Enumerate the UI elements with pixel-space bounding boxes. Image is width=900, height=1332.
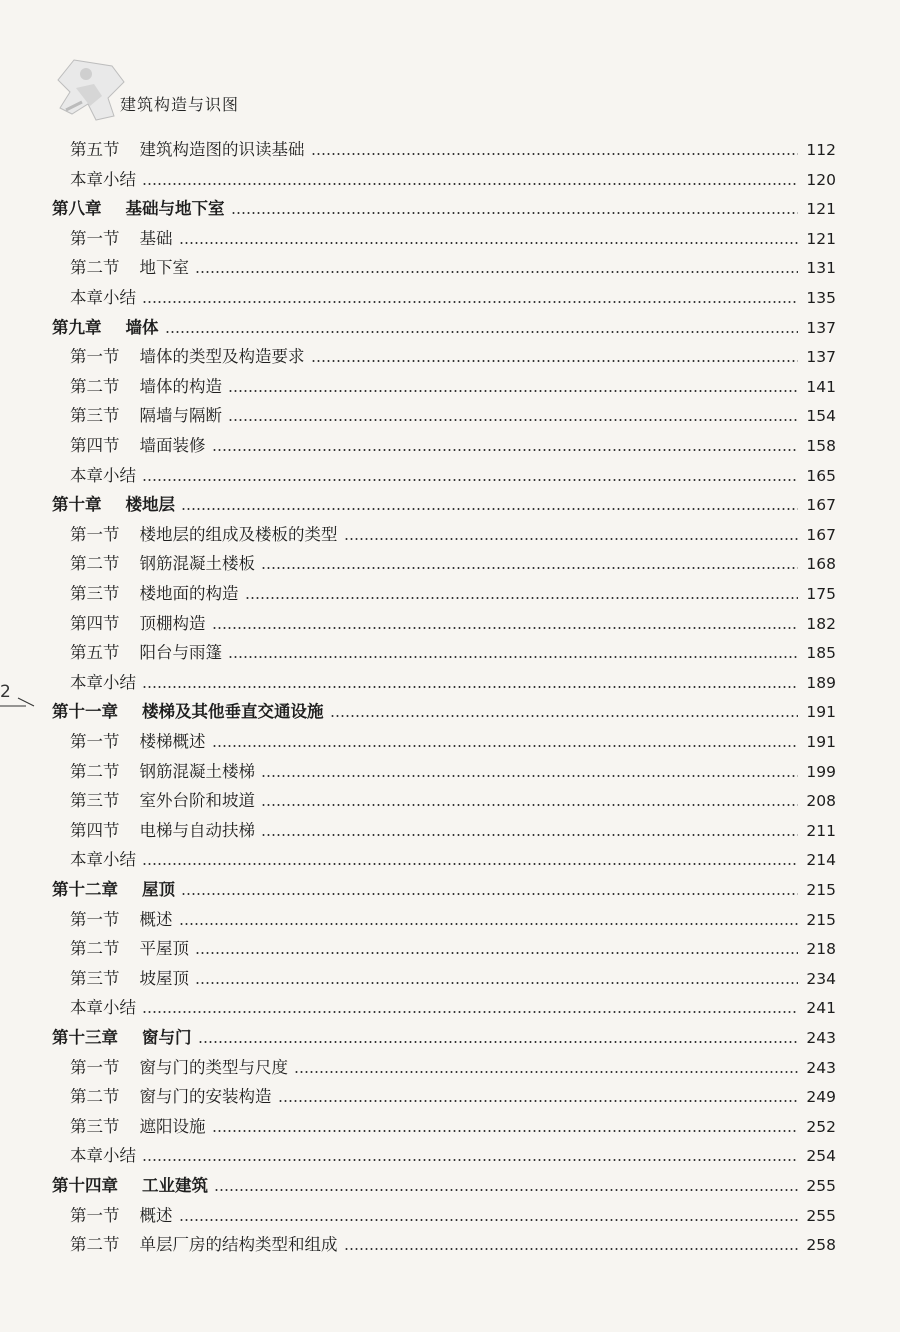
toc-entry-number: 第四节	[70, 613, 120, 633]
toc-entry-chapter[interactable]	[52, 1018, 836, 1048]
toc-entry-number: 第二节	[70, 939, 120, 959]
toc-entry-page: 182	[806, 614, 836, 633]
toc-dot-leader	[228, 390, 798, 392]
toc-entry-title: 本章小结	[70, 288, 136, 307]
toc-entry-section[interactable]	[70, 574, 836, 604]
toc-dot-leader	[261, 567, 798, 569]
toc-entry-title: 楼梯概述	[139, 732, 206, 751]
toc-entry-section[interactable]	[70, 367, 836, 397]
toc-entry-section[interactable]	[70, 337, 836, 367]
toc-entry-title: 墙体的构造	[139, 376, 222, 396]
toc-entry-title: 电梯与自动扶梯	[139, 820, 255, 840]
toc-entry-page: 199	[806, 762, 836, 781]
toc-entry-section[interactable]	[70, 722, 836, 752]
toc-entry-chapter[interactable]	[52, 308, 836, 338]
toc-dot-leader	[212, 627, 799, 629]
toc-entry-page: 175	[806, 585, 836, 603]
toc-entry-page: 112	[806, 141, 836, 159]
toc-entry-title: 墙面装修	[139, 436, 206, 455]
toc-entry-title: 钢筋混凝土楼板	[139, 554, 255, 574]
toc-entry-page: 243	[806, 1029, 836, 1047]
toc-entry-title: 建筑构造图的识读基础	[139, 140, 305, 159]
toc-entry-page: 254	[806, 1147, 836, 1166]
toc-entry-number: 第二节	[70, 376, 120, 396]
toc-entry-title: 阳台与雨篷	[139, 643, 222, 663]
toc-entry-title: 本章小结	[70, 465, 136, 485]
toc-entry-summary[interactable]	[70, 160, 836, 190]
toc-entry-title: 工业建筑	[142, 1176, 208, 1195]
toc-entry-title: 窗与门的类型与尺度	[139, 1057, 288, 1077]
toc-dot-leader	[261, 834, 798, 836]
toc-entry-summary[interactable]	[70, 456, 836, 486]
toc-dot-leader	[142, 1011, 798, 1013]
toc-entry-number: 第五节	[70, 140, 120, 159]
toc-entry-title: 隔墙与隔断	[139, 406, 222, 426]
running-header	[0, 0, 900, 130]
toc-dot-leader	[228, 419, 798, 421]
toc-entry-chapter[interactable]	[52, 485, 836, 515]
toc-dot-leader	[181, 893, 798, 895]
toc-entry-title: 墙体	[125, 317, 159, 337]
toc-entry-section[interactable]	[70, 1077, 836, 1107]
toc-dot-leader	[228, 656, 798, 658]
toc-entry-title: 墙体的类型及构造要求	[139, 347, 305, 367]
toc-entry-section[interactable]	[70, 544, 836, 574]
toc-dot-leader	[142, 1159, 798, 1161]
toc-dot-leader	[142, 863, 798, 865]
toc-dot-leader	[179, 923, 799, 925]
toc-entry-summary[interactable]	[70, 1136, 836, 1166]
toc-entry-section[interactable]	[70, 1196, 836, 1226]
toc-entry-number: 第三节	[70, 584, 120, 603]
toc-dot-leader	[278, 1100, 799, 1102]
toc-entry-number: 第一节	[70, 1205, 120, 1225]
toc-dot-leader	[142, 686, 798, 688]
toc-dot-leader	[294, 1071, 798, 1073]
toc-entry-title: 基础与地下室	[125, 199, 225, 219]
toc-dot-leader	[311, 360, 799, 362]
toc-dot-leader	[181, 508, 798, 510]
margin-mark-line	[0, 696, 40, 710]
toc-entry-title: 本章小结	[70, 850, 136, 870]
toc-entry-page: 191	[806, 703, 836, 722]
toc-entry-title: 窗与门	[142, 1028, 192, 1047]
toc-entry-page: 234	[806, 969, 836, 988]
toc-entry-section[interactable]	[70, 1107, 836, 1137]
toc-entry-number: 第一节	[70, 732, 120, 751]
toc-dot-leader	[179, 242, 799, 244]
toc-entry-number: 第十章	[52, 495, 102, 515]
margin-page-mark	[0, 682, 40, 712]
toc-entry-section[interactable]	[70, 396, 836, 426]
toc-entry-page: 214	[806, 851, 836, 870]
toc-entry-number: 第十四章	[52, 1176, 118, 1195]
toc-entry-chapter[interactable]	[52, 870, 836, 900]
toc-dot-leader	[142, 479, 798, 481]
toc-entry-summary[interactable]	[70, 840, 836, 870]
toc-dot-leader	[179, 1219, 799, 1221]
toc-entry-chapter[interactable]	[52, 692, 836, 722]
toc-entry-number: 第一节	[70, 524, 120, 544]
toc-entry-page: 255	[806, 1177, 836, 1195]
toc-entry-number: 第五节	[70, 643, 120, 663]
toc-dot-leader	[142, 301, 798, 303]
toc-dot-leader	[344, 538, 799, 540]
toc-entry-page: 208	[806, 792, 836, 811]
toc-entry-number: 第四节	[70, 820, 120, 840]
toc-entry-title: 概述	[139, 909, 173, 929]
toc-dot-leader	[198, 1041, 799, 1043]
toc-entry-number: 第九章	[52, 317, 102, 337]
toc-entry-page: 168	[806, 555, 836, 574]
toc-entry-number: 第四节	[70, 436, 120, 455]
toc-entry-section[interactable]	[70, 219, 836, 249]
toc-entry-number: 第二节	[70, 554, 120, 574]
toc-dot-leader	[231, 212, 799, 214]
toc-entry-number: 第十二章	[52, 880, 118, 899]
toc-entry-number: 第二节	[70, 258, 120, 278]
toc-entry-title: 顶棚构造	[139, 613, 206, 633]
toc-entry-page: 121	[806, 229, 836, 248]
toc-dot-leader	[212, 745, 799, 747]
toc-entry-page: 121	[806, 200, 836, 219]
toc-entry-number: 第一节	[70, 909, 120, 929]
toc-entry-title: 本章小结	[70, 1146, 136, 1166]
toc-entry-title: 屋顶	[142, 880, 175, 899]
toc-entry-number: 第二节	[70, 1235, 120, 1255]
toc-entry-title: 单层厂房的结构类型和组成	[139, 1235, 338, 1255]
toc-dot-leader	[261, 775, 798, 777]
toc-entry-number: 第一节	[70, 228, 120, 248]
toc-entry-title: 窗与门的安装构造	[139, 1087, 272, 1107]
toc-entry-section[interactable]	[70, 515, 836, 545]
toc-entry-section[interactable]	[70, 811, 836, 841]
toc-entry-page: 243	[806, 1058, 836, 1077]
toc-entry-title: 室外台阶和坡道	[139, 791, 255, 811]
toc-entry-page: 167	[806, 496, 836, 515]
toc-entry-page: 135	[806, 289, 836, 307]
margin-page-number: 2	[0, 682, 11, 702]
toc-entry-page: 241	[806, 999, 836, 1018]
toc-entry-title: 楼地层的组成及楼板的类型	[139, 524, 338, 544]
toc-entry-number: 第三节	[70, 968, 120, 988]
architect-figure-logo-icon	[52, 58, 130, 122]
header-title: 建筑构造与识图	[120, 95, 240, 114]
toc-entry-number: 第三节	[70, 1116, 120, 1136]
toc-entry-page: 252	[806, 1117, 836, 1136]
toc-entry-page: 154	[806, 407, 836, 426]
toc-entry-page: 258	[806, 1236, 836, 1255]
toc-entry-number: 第一节	[70, 347, 120, 367]
toc-entry-section[interactable]	[70, 752, 836, 782]
toc-entry-title: 楼梯及其他垂直交通设施	[142, 702, 324, 722]
toc-entry-section[interactable]	[70, 959, 836, 989]
toc-entry-page: 215	[806, 910, 836, 929]
toc-entry-page: 137	[806, 348, 836, 367]
toc-entry-section[interactable]	[70, 130, 836, 160]
toc-entry-title: 本章小结	[70, 998, 136, 1018]
toc-entry-title: 概述	[139, 1205, 173, 1225]
toc-dot-leader	[142, 183, 798, 185]
toc-entry-title: 平屋顶	[139, 939, 189, 959]
toc-entry-title: 坡屋顶	[139, 968, 189, 988]
toc-entry-summary[interactable]	[70, 663, 836, 693]
toc-entry-page: 249	[806, 1088, 836, 1107]
toc-entry-page: 141	[806, 377, 836, 396]
toc-entry-section[interactable]	[70, 248, 836, 278]
toc-entry-section[interactable]	[70, 929, 836, 959]
toc-dot-leader	[330, 715, 799, 717]
toc-dot-leader	[195, 271, 798, 273]
toc-entry-chapter[interactable]	[52, 1166, 836, 1196]
toc-dot-leader	[311, 153, 799, 155]
toc-entry-page: 189	[806, 673, 836, 692]
toc-dot-leader	[195, 982, 798, 984]
toc-entry-page: 158	[806, 437, 836, 455]
toc-entry-page: 211	[806, 821, 836, 840]
toc-entry-section[interactable]	[70, 633, 836, 663]
toc-entry-page: 120	[806, 170, 836, 189]
toc-entry-summary[interactable]	[70, 988, 836, 1018]
toc-dot-leader	[212, 1130, 799, 1132]
toc-entry-section[interactable]	[70, 900, 836, 930]
toc-entry-number: 第三节	[70, 406, 120, 426]
toc-entry-number: 第十三章	[52, 1028, 118, 1047]
toc-entry-number: 第二节	[70, 761, 120, 781]
toc-entry-chapter[interactable]	[52, 189, 836, 219]
toc-entry-title: 本章小结	[70, 169, 136, 189]
toc-entry-section[interactable]	[70, 1048, 836, 1078]
toc-entry-number: 第一节	[70, 1057, 120, 1077]
toc-dot-leader	[214, 1189, 798, 1191]
toc-entry-section[interactable]	[70, 604, 836, 634]
toc-entry-section[interactable]	[70, 781, 836, 811]
toc-entry-number: 第二节	[70, 1087, 120, 1107]
toc-dot-leader	[245, 597, 799, 599]
toc-entry-section[interactable]	[70, 426, 836, 456]
toc-entry-page: 215	[806, 881, 836, 899]
toc-dot-leader	[344, 1248, 799, 1250]
toc-entry-page: 167	[806, 525, 836, 544]
toc-entry-number: 第十一章	[52, 702, 118, 722]
toc-dot-leader	[195, 952, 798, 954]
toc-entry-title: 本章小结	[70, 672, 136, 692]
toc-entry-summary[interactable]	[70, 278, 836, 308]
toc-entry-title: 楼地层	[125, 495, 175, 515]
toc-dot-leader	[165, 331, 799, 333]
toc-entry-title: 地下室	[139, 258, 189, 278]
toc-entry-page: 131	[806, 259, 836, 278]
toc-entry-title: 钢筋混凝土楼梯	[139, 761, 255, 781]
toc-entry-number: 第三节	[70, 791, 120, 811]
toc-entry-section[interactable]	[70, 1225, 836, 1255]
toc-entry-page: 137	[806, 318, 836, 337]
toc-entry-page: 255	[806, 1206, 836, 1225]
toc-entry-page: 218	[806, 940, 836, 959]
toc-entry-page: 191	[806, 733, 836, 751]
toc-entry-number: 第八章	[52, 199, 102, 219]
toc-dot-leader	[261, 804, 798, 806]
toc-entry-page: 185	[806, 644, 836, 663]
toc-entry-title: 楼地面的构造	[139, 584, 239, 603]
toc-entry-title: 基础	[139, 228, 173, 248]
toc-entry-title: 遮阳设施	[139, 1116, 206, 1136]
toc-entry-page: 165	[806, 466, 836, 485]
toc-dot-leader	[212, 449, 799, 451]
